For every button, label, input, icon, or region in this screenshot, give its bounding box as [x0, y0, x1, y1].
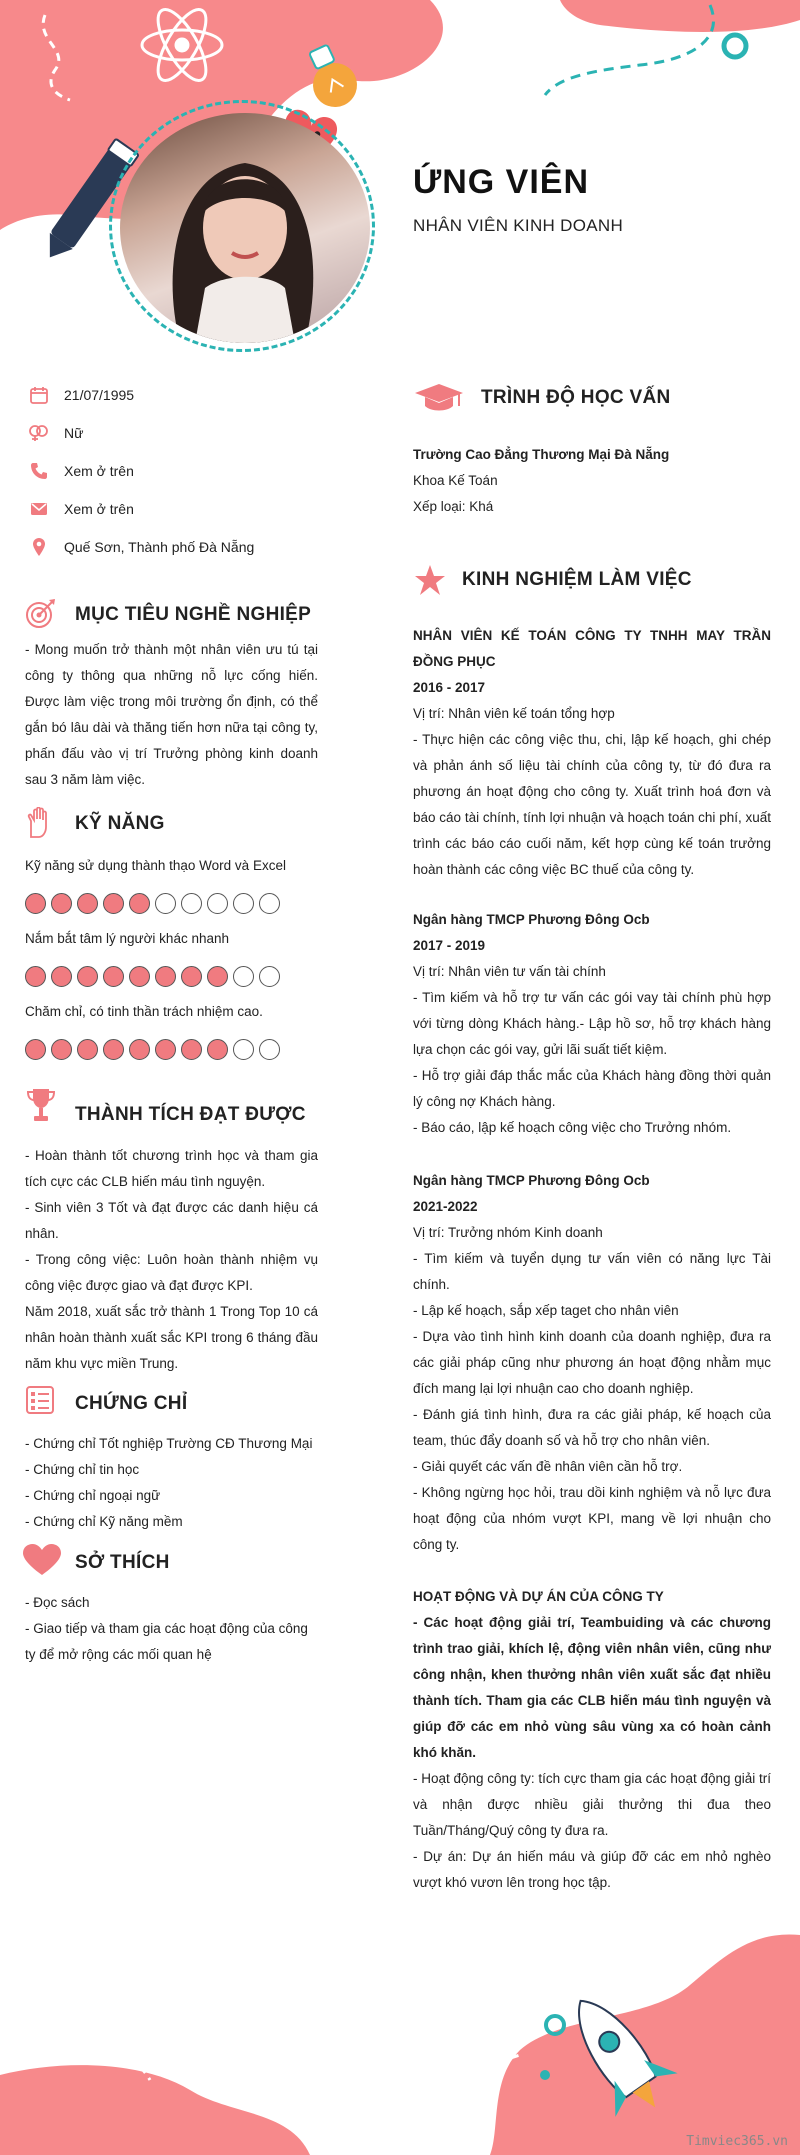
contact-email — [28, 497, 134, 521]
rating-dot-empty — [233, 1039, 254, 1060]
heart-icon — [22, 1543, 62, 1577]
skills-title: KỸ NĂNG — [75, 813, 165, 834]
job-duty: - Đánh giá tình hình, đưa ra các giải pháp, kế hoạch của team, thúc đẩy doanh số và hỗ trợ cho nhân viên. — [413, 1407, 771, 1448]
contact-address-text: Quế Sơn, Thành phố Đà Nẵng — [64, 539, 255, 555]
rating-dot-filled — [25, 966, 46, 987]
job-duty: - Hỗ trợ giải đáp thắc mắc của Khách hàng đồng thời quản lý công nợ Khách hàng. — [413, 1068, 771, 1109]
education-title: TRÌNH ĐỘ HỌC VẤN — [481, 387, 671, 408]
job-company: Ngân hàng TMCP Phương Đông Ocb — [413, 1173, 650, 1188]
rating-dot-empty — [233, 893, 254, 914]
experience-title: KINH NGHIỆM LÀM VIỆC — [462, 569, 692, 590]
target-icon — [24, 596, 58, 630]
rating-dot-filled — [77, 1039, 98, 1060]
job-period: 2021-2022 — [413, 1199, 478, 1214]
contact-phone — [28, 459, 134, 483]
rating-dot-filled — [103, 966, 124, 987]
rating-dot-filled — [129, 966, 150, 987]
activities-section — [413, 1584, 771, 1896]
job-duty: - Thực hiện các công việc thu, chi, lập kế hoạch, ghi chép và phản ánh số liệu tài chính của công ty, từ đó đưa ra phương án hoạt động cho công ty. Xuất trình hoá đơn và báo cáo tài chính, tính lợi nhuận và hoạch toán chi phí, xuất trình các báo cáo cuối năm, kết hợp cùng kế toán trưởng hoàn thành các công việc BC thuế của công ty. — [413, 732, 771, 877]
rating-dot-filled — [77, 966, 98, 987]
rating-dot-empty — [207, 893, 228, 914]
rating-dot-empty — [259, 893, 280, 914]
job-role: Vị trí: Nhân viên kế toán tổng hợp — [413, 706, 615, 721]
skill-rating — [25, 1039, 280, 1060]
rating-dot-filled — [155, 966, 176, 987]
achievement-line: - Hoàn thành tốt chương trình học và tham gia tích cực các CLB hiến máu tình nguyện. — [25, 1148, 318, 1189]
candidate-name: ỨNG VIÊN — [413, 163, 590, 201]
achievements-title: THÀNH TÍCH ĐẠT ĐƯỢC — [75, 1104, 306, 1125]
job-duty: - Tìm kiếm và hỗ trợ tư vấn các gói vay tài chính phù hợp với từng dòng Khách hàng.- Lập hồ sơ, hỗ trợ khách hàng lựa chọn các gói vay, gửi lãi suất tiết kiệm. — [413, 990, 771, 1057]
location-pin-icon — [28, 536, 50, 558]
job-duty: - Lập kế hoạch, sắp xếp taget cho nhân viên — [413, 1303, 679, 1318]
contact-gender — [28, 421, 83, 445]
contact-birthdate-text: 21/07/1995 — [64, 387, 135, 403]
rating-dot-filled — [51, 893, 72, 914]
contact-gender-text: Nữ — [64, 425, 84, 441]
objective-title: MỤC TIÊU NGHỀ NGHIỆP — [75, 604, 312, 625]
job-position: NHÂN VIÊN KINH DOANH — [413, 216, 624, 235]
experience-job — [413, 907, 771, 1141]
rating-dot-filled — [103, 893, 124, 914]
activity-line: - Hoạt động công ty: tích cực tham gia các hoạt động giải trí và nhận được nhiều giải thưởng thi đua theo Tuần/Tháng/Quý công ty đưa ra. — [413, 1771, 771, 1838]
trophy-icon — [24, 1085, 58, 1125]
objective-text: - Mong muốn trở thành một nhân viên ưu tú tại công ty thông qua những nỗ lực cống hiến. Được làm việc trong môi trường ổn định, có thể gắn bó lâu dài và thăng tiến hơn nữa tại công ty, phấn đấu vào vị trí Trưởng phòng kinh doanh sau 3 năm làm việc. — [25, 642, 318, 787]
hand-icon — [24, 806, 54, 840]
rating-dot-empty — [233, 966, 254, 987]
skill-label: Chăm chỉ, có tinh thần trách nhiệm cao. — [25, 1004, 263, 1019]
education-grade: Xếp loại: Khá — [413, 499, 494, 514]
hobby-item: - Đọc sách — [25, 1595, 90, 1610]
achievement-line: - Sinh viên 3 Tốt và đạt được các danh hiệu cá nhân. — [25, 1200, 318, 1241]
avatar — [120, 113, 370, 343]
job-period: 2016 - 2017 — [413, 680, 486, 695]
skill-rating — [25, 966, 280, 987]
contact-birthdate — [28, 383, 134, 407]
hobby-item: - Giao tiếp và tham gia các hoạt động của công ty để mở rộng các mối quan hệ — [25, 1621, 308, 1662]
education-school: Trường Cao Đẳng Thương Mại Đà Nẵng — [413, 447, 670, 462]
skill-rating — [25, 893, 280, 914]
contact-phone-text: Xem ở trên — [64, 463, 134, 479]
star-icon — [413, 563, 447, 597]
activities-highlight: - Các hoạt động giải trí, Teambuiding và các chương trình trao giải, khích lệ, động viên nhân viên, cũng như công nhận, khen thưởng nhân viên xuất sắc đạt nhiều thành tích. Tham gia các CLB hiến máu tình nguyện và giúp đỡ các em nhỏ vùng sâu vùng xa có hoàn cảnh khó khăn. — [413, 1615, 771, 1760]
experience-job — [413, 623, 771, 883]
rating-dot-filled — [181, 966, 202, 987]
rating-dot-filled — [129, 1039, 150, 1060]
rating-dot-filled — [155, 1039, 176, 1060]
calendar-icon — [28, 384, 50, 406]
certificates-title: CHỨNG CHỈ — [75, 1393, 188, 1414]
achievements-text — [25, 1143, 318, 1377]
graduation-cap-icon — [413, 381, 465, 415]
activities-title: HOẠT ĐỘNG VÀ DỰ ÁN CỦA CÔNG TY — [413, 1589, 664, 1604]
rating-dot-filled — [181, 1039, 202, 1060]
skill-label: Kỹ năng sử dụng thành thạo Word và Excel — [25, 858, 286, 873]
job-company: Ngân hàng TMCP Phương Đông Ocb — [413, 912, 650, 927]
rating-dot-filled — [103, 1039, 124, 1060]
phone-icon — [28, 460, 50, 482]
watermark: Timviec365.vn — [686, 2134, 788, 2149]
rating-dot-filled — [25, 1039, 46, 1060]
hobbies-title: SỞ THÍCH — [75, 1552, 170, 1573]
rating-dot-filled — [77, 893, 98, 914]
rating-dot-filled — [51, 966, 72, 987]
achievement-line: Năm 2018, xuất sắc trở thành 1 Trong Top 10 cá nhân hoàn thành xuất sắc KPI trong 6 tháng đầu năm khu vực miền Trung. — [25, 1304, 318, 1371]
experience-job — [413, 1168, 771, 1558]
rating-dot-empty — [259, 1039, 280, 1060]
certificate-item: - Chứng chỉ tin học — [25, 1462, 140, 1477]
rating-dot-filled — [207, 966, 228, 987]
rating-dot-filled — [51, 1039, 72, 1060]
job-role: Vị trí: Nhân viên tư vấn tài chính — [413, 964, 606, 979]
mail-icon — [28, 498, 50, 520]
skill-label: Nắm bắt tâm lý người khác nhanh — [25, 931, 229, 946]
education-faculty: Khoa Kế Toán — [413, 473, 498, 488]
job-period: 2017 - 2019 — [413, 938, 486, 953]
contact-email-text: Xem ở trên — [64, 501, 134, 517]
hobbies-list — [25, 1590, 318, 1668]
rating-dot-empty — [181, 893, 202, 914]
job-duty: - Tìm kiếm và tuyển dụng tư vấn viên có năng lực Tài chính. — [413, 1251, 771, 1292]
certificate-item: - Chứng chỉ Tốt nghiệp Trường CĐ Thương Mại — [25, 1436, 313, 1451]
certificate-list-icon — [24, 1384, 56, 1416]
certificate-item: - Chứng chỉ ngoại ngữ — [25, 1488, 161, 1503]
rating-dot-empty — [155, 893, 176, 914]
job-duty: - Báo cáo, lập kế hoạch công việc cho Trưởng nhóm. — [413, 1120, 732, 1135]
gender-icon — [28, 422, 50, 444]
job-duty: - Dựa vào tình hình kinh doanh của doanh nghiệp, đưa ra các giải pháp cũng như phương án hoạt động nhằm mục đích mang lại lợi nhuận cao cho doanh nghiệp. — [413, 1329, 771, 1396]
job-company: NHÂN VIÊN KẾ TOÁN CÔNG TY TNHH MAY TRẦN ĐỒNG PHỤC — [413, 628, 771, 669]
contact-address — [28, 535, 254, 559]
job-role: Vị trí: Trưởng nhóm Kinh doanh — [413, 1225, 603, 1240]
achievement-line: - Trong công việc: Luôn hoàn thành nhiệm vụ công việc được giao và đạt được KPI. — [25, 1252, 318, 1293]
job-duty: - Không ngừng học hỏi, trau dồi kinh nghiệm và nỗ lực đưa hoạt động của nhóm vượt KPI, mang về lợi nhuận cho công ty. — [413, 1485, 771, 1552]
rating-dot-filled — [207, 1039, 228, 1060]
certificates-list — [25, 1431, 318, 1535]
rating-dot-filled — [129, 893, 150, 914]
activity-line: - Dự án: Dự án hiến máu và giúp đỡ các em nhỏ nghèo vượt khó vươn lên trong học tập. — [413, 1849, 771, 1890]
certificate-item: - Chứng chỉ Kỹ năng mềm — [25, 1514, 183, 1529]
rating-dot-filled — [25, 893, 46, 914]
job-duty: - Giải quyết các vấn đề nhân viên cần hỗ trợ. — [413, 1459, 683, 1474]
rating-dot-empty — [259, 966, 280, 987]
education-details — [413, 442, 771, 520]
